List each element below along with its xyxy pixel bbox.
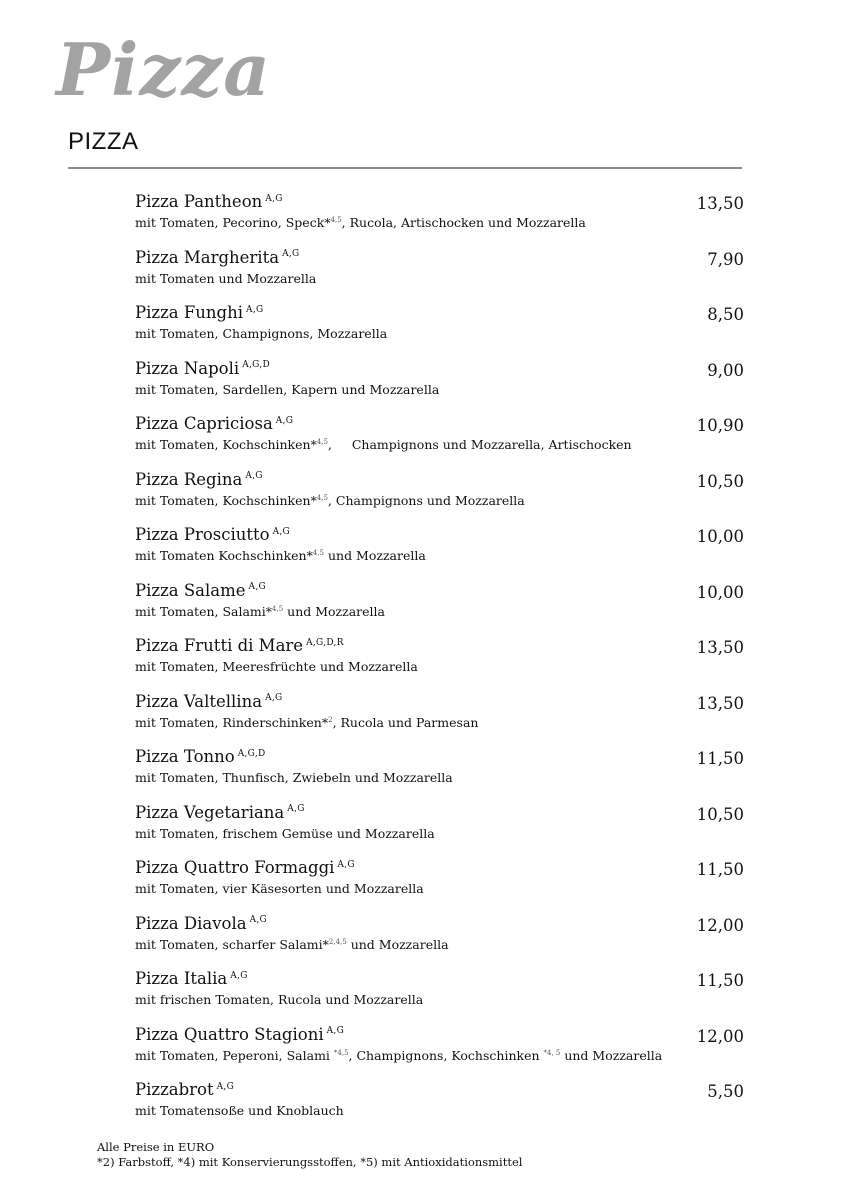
menu-item-name: Pizzabrot [135, 1080, 214, 1099]
menu-item-price: 9,00 [707, 360, 744, 380]
menu-item-description [135, 604, 744, 620]
additive-marker: 2,4,5 [328, 937, 347, 946]
menu-item [135, 359, 744, 415]
menu-item-name-line [135, 803, 744, 823]
description-text: mit Tomaten, Sardellen, Kapern und Mozzarella [135, 381, 440, 397]
menu-item-name: Pizza Napoli [135, 358, 240, 378]
menu-item-name: Pizza Prosciutto [135, 525, 270, 544]
menu-item-name-line [135, 581, 744, 601]
description-text: mit Tomaten, vier Käsesorten und Mozzarella [135, 881, 424, 896]
menu-item-description [135, 271, 744, 287]
additive-marker: 2 [328, 715, 333, 724]
description-text: mit Tomaten, Peperoni, Salami [135, 1047, 334, 1063]
menu-item-description [135, 548, 744, 564]
menu-item-price: 12,00 [696, 1026, 744, 1046]
description-text: mit frischen Tomaten, Rucola und Mozzarella [135, 992, 424, 1007]
description-text: mit Tomaten, Kochschinken* [135, 437, 317, 452]
menu-item-price: 11,50 [696, 749, 744, 768]
menu-item-description [135, 1048, 744, 1064]
description-text: mit Tomaten Kochschinken* [135, 548, 313, 563]
description-text: mit Tomaten, Salami* [135, 603, 273, 619]
menu-item-name: Pizza Regina [135, 469, 243, 489]
menu-item-name: Pizza Italia [135, 969, 228, 988]
allergen-codes: A,G,D,R [306, 637, 344, 648]
menu-item-price: 11,50 [696, 971, 744, 990]
menu-item [135, 248, 744, 304]
menu-item-name-line [135, 359, 744, 379]
menu-item-name: Pizza Frutti di Mare [135, 636, 304, 655]
menu-item-name-line [135, 692, 744, 712]
description-text: mit Tomaten, Pecorino, Speck* [135, 215, 331, 230]
menu-item-description [135, 881, 744, 897]
menu-item-description [135, 215, 744, 231]
menu-item-name: Pizza Quattro Stagioni [135, 1024, 324, 1044]
menu-item [135, 470, 744, 526]
additive-marker: 4,5 [272, 604, 284, 613]
allergen-codes: A,G [275, 415, 294, 426]
menu-item [135, 858, 744, 914]
menu-item-name: Pizza Vegetariana [135, 802, 285, 822]
description-text: , Champignons und Mozzarella, Artischocken [327, 437, 632, 452]
menu-item-description [135, 715, 744, 731]
menu-item-price: 7,90 [707, 249, 744, 269]
menu-item [135, 803, 744, 859]
menu-item-name-line [135, 192, 744, 212]
menu-item-description [135, 382, 744, 398]
menu-item [135, 581, 744, 637]
menu-item-description [135, 437, 744, 453]
menu-item-name: Pizza Capriciosa [135, 414, 273, 433]
menu-list [135, 192, 744, 1136]
menu-item-price: 10,90 [696, 416, 744, 435]
menu-item-price: 12,00 [696, 915, 744, 935]
menu-item [135, 914, 744, 970]
description-text: mit Tomaten, frischem Gemüse und Mozzarella [135, 825, 435, 841]
additive-marker: 4,5 [312, 548, 324, 557]
description-text: mit Tomaten, scharfer Salami* [135, 936, 329, 952]
allergen-codes: A,G,D [242, 360, 270, 370]
menu-item-price: 10,50 [696, 471, 744, 491]
menu-item-name-line [135, 470, 744, 490]
menu-item-price: 10,00 [696, 582, 744, 602]
additives-legend: *2) Farbstoff, *4) mit Konservierungsstoffen, *5) mit Antioxidationsmittel [97, 1155, 523, 1169]
menu-item [135, 747, 744, 803]
description-text: mit Tomaten, Rinderschinken* [135, 714, 329, 730]
description-text: mit Tomaten, Kochschinken* [135, 492, 317, 508]
section-title: PIZZA [68, 128, 139, 155]
allergen-codes: A,G [216, 1081, 235, 1092]
allergen-codes: A,G [282, 249, 300, 259]
currency-note: Alle Preise in EURO [97, 1140, 215, 1154]
menu-item [135, 692, 744, 748]
menu-item-name-line [135, 747, 744, 767]
additive-marker: 4,5 [316, 437, 328, 446]
description-text: und Mozzarella [324, 548, 426, 563]
allergen-codes: A,G [230, 970, 248, 981]
description-text: , Rucola und Parmesan [332, 714, 479, 730]
menu-item-price: 10,00 [696, 527, 744, 546]
menu-item-description [135, 326, 744, 342]
menu-item [135, 636, 744, 692]
menu-item [135, 525, 744, 581]
allergen-codes: A,G [265, 193, 283, 204]
menu-script-title: Pizza [56, 27, 271, 112]
allergen-codes: A,G,D [237, 748, 266, 759]
menu-item-price: 11,50 [696, 860, 744, 879]
allergen-codes: A,G [245, 471, 263, 481]
allergen-codes: A,G [337, 859, 355, 870]
menu-item [135, 192, 744, 248]
menu-item-price: 8,50 [707, 305, 744, 324]
menu-item-name: Pizza Valtellina [135, 691, 263, 711]
menu-item-price: 13,50 [696, 638, 744, 657]
menu-item-name-line [135, 1025, 744, 1045]
allergen-codes: A,G [287, 804, 305, 814]
description-text: und Mozzarella [346, 936, 449, 952]
menu-item-price: 13,50 [696, 693, 744, 713]
menu-item-name: Pizza Quattro Formaggi [135, 858, 335, 877]
menu-item [135, 969, 744, 1025]
menu-item-name-line [135, 248, 744, 268]
menu-item-price: 10,50 [696, 804, 744, 824]
description-text: , Rucola, Artischocken und Mozzarella [341, 215, 586, 230]
menu-item-description [135, 937, 744, 953]
description-text: mit Tomatensoße und Knoblauch [135, 1103, 344, 1118]
menu-item [135, 303, 744, 359]
menu-item-name: Pizza Salame [135, 580, 246, 600]
description-text: mit Tomaten, Champignons, Mozzarella [135, 326, 388, 341]
additive-marker: *4,5 [333, 1048, 349, 1057]
menu-item-name-line [135, 303, 744, 323]
menu-item [135, 1080, 744, 1136]
additive-marker: 4,5 [330, 215, 342, 224]
description-text: , Champignons, Kochschinken [348, 1047, 544, 1063]
menu-item-price: 5,50 [707, 1082, 744, 1101]
menu-item-name-line [135, 914, 744, 934]
menu-item-name-line [135, 858, 744, 878]
additive-marker: *4, 5 [543, 1048, 561, 1057]
menu-item-name: Pizza Funghi [135, 303, 244, 322]
menu-item-name-line [135, 525, 744, 545]
allergen-codes: A,G [326, 1026, 345, 1036]
menu-item-price: 13,50 [696, 194, 744, 213]
menu-item-name-line [135, 1080, 744, 1100]
menu-item-name-line [135, 969, 744, 989]
menu-item-name-line [135, 414, 744, 434]
menu-item-description [135, 659, 744, 675]
description-text: , Champignons und Mozzarella [327, 492, 525, 508]
menu-item-name: Pizza Margherita [135, 247, 280, 267]
menu-item-name-line [135, 636, 744, 656]
description-text: und Mozzarella [283, 603, 385, 619]
menu-item [135, 414, 744, 470]
allergen-codes: A,G [265, 693, 283, 703]
description-text: mit Tomaten, Thunfisch, Zwiebeln und Mozzarella [135, 770, 453, 785]
menu-item-description [135, 992, 744, 1008]
allergen-codes: A,G [248, 582, 266, 592]
menu-item-description [135, 493, 744, 509]
allergen-codes: A,G [246, 304, 264, 315]
menu-item-name: Pizza Tonno [135, 747, 235, 766]
description-text: mit Tomaten und Mozzarella [135, 270, 317, 286]
menu-item-description [135, 770, 744, 786]
menu-item-name: Pizza Diavola [135, 913, 247, 933]
description-text: mit Tomaten, Meeresfrüchte und Mozzarella [135, 659, 418, 674]
menu-item-description [135, 826, 744, 842]
description-text: und Mozzarella [560, 1047, 663, 1063]
menu-item-description [135, 1103, 744, 1119]
allergen-codes: A,G [272, 526, 291, 537]
menu-item-name: Pizza Pantheon [135, 192, 263, 211]
allergen-codes: A,G [249, 915, 268, 925]
additive-marker: 4,5 [316, 493, 328, 502]
menu-item [135, 1025, 744, 1081]
price-footer [97, 1140, 522, 1170]
title-divider [68, 167, 742, 169]
